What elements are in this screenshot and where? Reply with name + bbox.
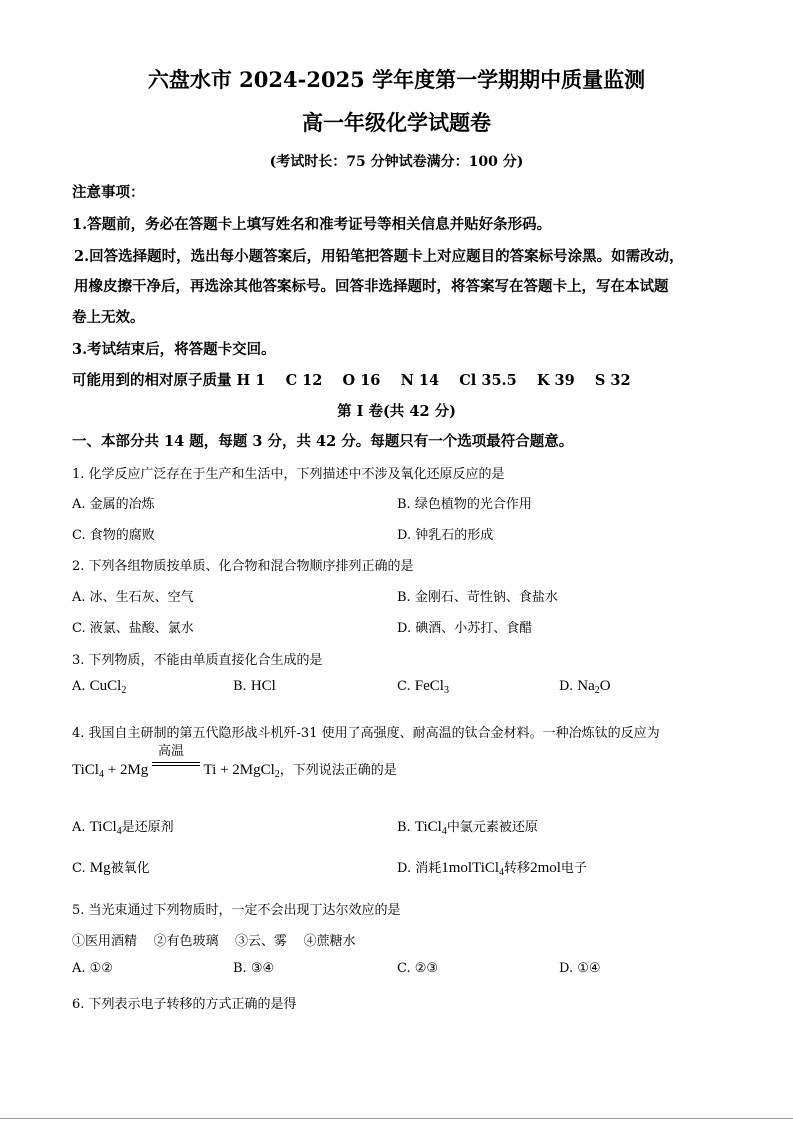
question-4-equation: TiCl$_4$ + 2Mg 高温 Ti + 2MgCl$_2$，下列说法正确的是 [72, 756, 397, 779]
reaction-condition: 高温 [158, 744, 185, 759]
question-1-option-a: A. 金属的冶炼 [72, 497, 155, 512]
option-label: A. [72, 679, 86, 694]
atomic-masses: 可能用到的相对原子质量 H 1 C 12 O 16 N 14 Cl 35.5 K 39 S 32 [72, 372, 631, 389]
question-5-option-d: D. ①④ [559, 961, 601, 976]
question-5-option-c: C. ②③ [397, 961, 439, 976]
question-4-option-a: A. TiCl$_4$是还原剂 [72, 819, 174, 837]
question-2-option-a: A. 冰、生石灰、空气 [72, 590, 194, 605]
question-2-option-c: C. 液氯、盐酸、氯水 [72, 621, 194, 636]
question-3-option-a [72, 678, 126, 695]
question-1-option-b: B. 绿色植物的光合作用 [397, 497, 532, 512]
question-1-option-d: D. 钟乳石的形成 [397, 528, 494, 543]
question-2-option-b: B. 金刚石、苛性钠、食盐水 [397, 590, 558, 605]
reaction-arrow [152, 744, 200, 776]
formula: FeCl$_3$ [414, 678, 449, 696]
note-item-1: 1.答题前，务必在答题卡上填写姓名和准考证号等相关信息并贴好条形码。 [72, 216, 552, 233]
question-3-stem: 3. 下列物质，不能由单质直接化合生成的是 [72, 653, 323, 668]
formula: CuCl$_2$ [89, 678, 127, 696]
question-2-option-d: D. 碘酒、小苏打、食醋 [397, 621, 533, 636]
question-3-option-b [233, 678, 276, 695]
question-4-stem: 4. 我国自主研制的第五代隐形战斗机歼-31 使用了高强度、耐高温的钛合金材料。一种冶炼钛的反应为 [72, 726, 660, 741]
formula: HCl [250, 678, 276, 694]
question-4-option-b: B. TiCl$_4$中氯元素被还原 [397, 819, 538, 837]
option-label: C. [397, 679, 411, 694]
note-item-2-line-1: 2.回答选择题时，选出每小题答案后，用铅笔把答题卡上对应题目的答案标号涂黑。如需改动， [74, 248, 684, 265]
notes-heading: 注意事项： [72, 184, 145, 201]
question-6-stem: 6. 下列表示电子转移的方式正确的是得 [72, 997, 297, 1012]
volume-title: 第 I 卷(共 42 分) [337, 403, 456, 420]
question-3-option-d [559, 678, 611, 695]
question-5-items: ①医用酒精 ②有色玻璃 ③云、雾 ④蔗糖水 [72, 934, 356, 949]
note-item-2-line-3: 卷上无效。 [72, 309, 145, 326]
exam-subtitle: 高一年级化学试题卷 [302, 110, 491, 135]
formula: $Na_2O$ [577, 678, 611, 696]
option-label: D. [559, 679, 574, 694]
question-2-stem: 2. 下列各组物质按单质、化合物和混合物顺序排列正确的是 [72, 559, 414, 574]
question-5-stem: 5. 当光束通过下列物质时，一定不会出现丁达尔效应的是 [72, 903, 401, 918]
exam-title: 六盘水市 2024-2025 学年度第一学期期中质量监测 [147, 67, 646, 92]
question-3-option-c [397, 678, 449, 695]
question-5-option-a: A. ①② [72, 961, 113, 976]
section-instruction: 一、本部分共 14 题，每题 3 分，共 42 分。每题只有一个选项最符合题意。 [72, 433, 574, 450]
option-label: B. [233, 679, 247, 694]
question-1-option-c: C. 食物的腐败 [72, 528, 155, 543]
note-item-3: 3.考试结束后，将答题卡交回。 [72, 341, 276, 358]
note-item-2-line-2: 用橡皮擦干净后，再选涂其他答案标号。回答非选择题时，将答案写在答题卡上，写在本试题 [74, 278, 669, 295]
question-4-option-c: C. Mg被氧化 [72, 860, 150, 876]
question-5-option-b: B. ③④ [233, 961, 275, 976]
exam-info: (考试时长：75 分钟试卷满分：100 分) [269, 154, 524, 170]
question-1-stem: 1. 化学反应广泛存在于生产和生活中，下列描述中不涉及氧化还原反应的是 [72, 467, 505, 482]
question-4-option-d: D. 消耗1molTiCl$_4$转移2mol电子 [397, 860, 587, 878]
page-bottom-divider [0, 1118, 793, 1119]
